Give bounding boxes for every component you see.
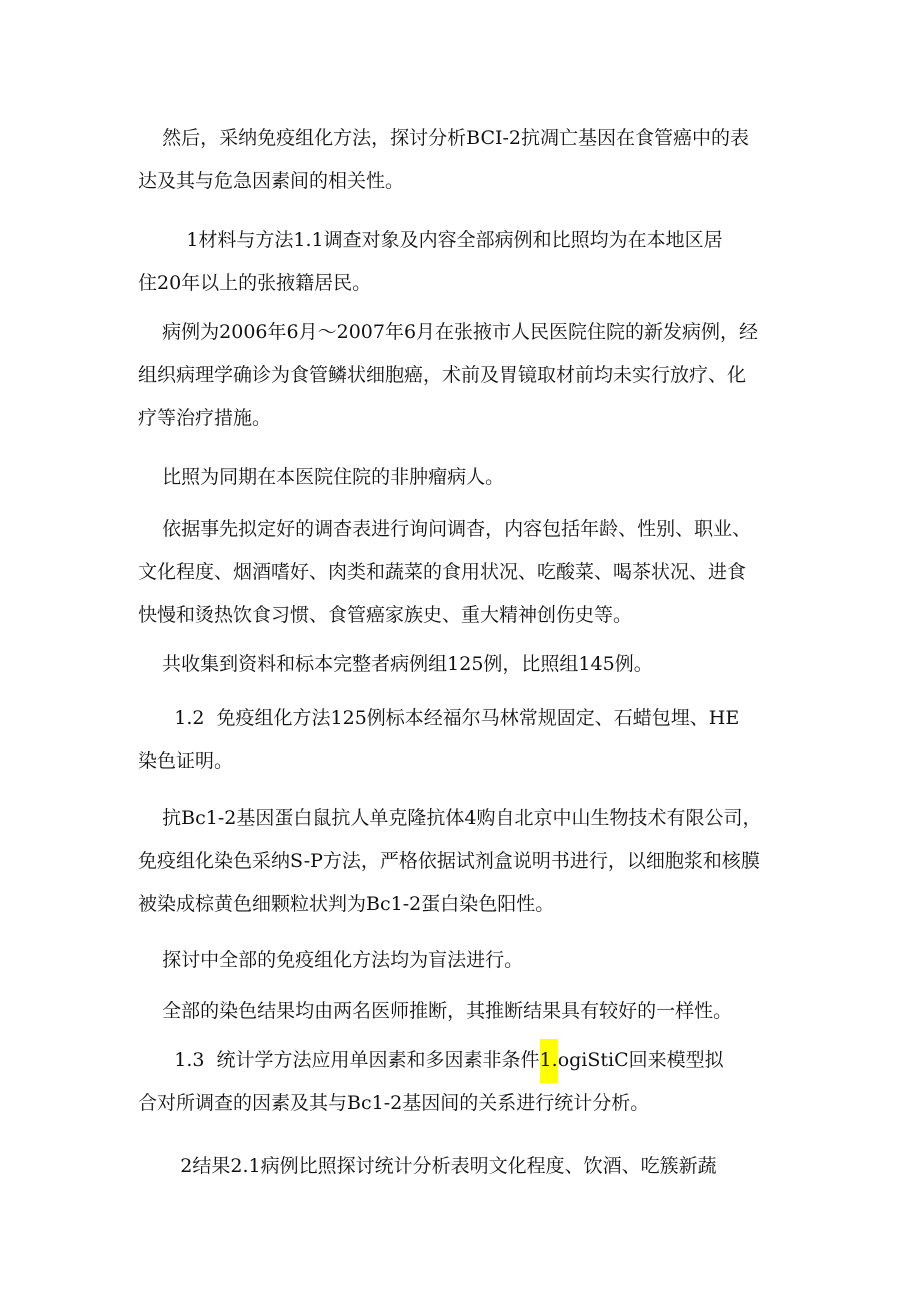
paragraph-sample-count (138, 643, 798, 686)
text-line: 然后，采纳免疫组化方法，探讨分析BCI-2抗凋亡基因在食管癌中的表 (138, 127, 750, 149)
paragraph-blind-method (138, 939, 798, 982)
paragraph-section-1-3 (138, 1039, 798, 1125)
paragraph-case-definition (138, 311, 798, 440)
paragraph-survey-content (138, 508, 798, 637)
text-line: 达及其与危急因素间的相关性。 (138, 170, 405, 192)
text-line: 病例为2006年6月～2007年6月在张掖市人民医院住院的新发病例，经 (138, 321, 759, 343)
paragraph-section-1-2 (138, 697, 798, 783)
paragraph-staining-evaluation (138, 990, 798, 1033)
paragraph-antibody-method (138, 797, 798, 926)
paragraph-section-2 (138, 1145, 798, 1188)
text-line: 抗Bc1-2基因蛋白鼠抗人单克隆抗体4购自北京中山生物技术有限公司， (138, 807, 762, 829)
highlighted-text: 1. (540, 1039, 558, 1083)
text-line: 2结果2.1病例比照探讨统计分析表明文化程度、饮酒、吃簇新蔬 (138, 1155, 717, 1177)
text-line: 探讨中全部的免疫组化方法均为盲法进行。 (138, 949, 524, 971)
text-line: 组织病理学确诊为食管鳞状细胞癌，术前及胃镜取材前均未实行放疗、化 (138, 364, 747, 386)
text-segment: ogiStiC回来模型拟 (557, 1049, 724, 1071)
text-line: 合对所调查的因素及其与Bc1-2基因间的关系进行统计分析。 (138, 1092, 650, 1114)
text-line: 住20年以上的张掖籍居民。 (138, 272, 372, 294)
text-line: 共收集到资料和标本完整者病例组125例，比照组145例。 (138, 653, 653, 675)
text-line: 文化程度、烟酒嗜好、肉类和蔬菜的食用状况、吃酸菜、喝茶状况、进食 (138, 561, 747, 583)
paragraph-section-1-1 (138, 219, 798, 305)
text-line: 染色证明。 (138, 750, 234, 772)
text-line: 比照为同期在本医院住院的非肿瘤病人。 (138, 466, 505, 488)
text-line: 全部的染色结果均由两名医师推断，其推断结果具有较好的一样性。 (138, 1000, 733, 1022)
text-line: 1.2 免疫组化方法125例标本经福尔马林常规固定、石蜡包埋、HE (138, 707, 740, 729)
paragraph-methods-intro (138, 117, 798, 203)
text-line: 疗等治疗措施。 (138, 407, 272, 429)
text-line: 被染成棕黄色细颗粒状判为Bc1-2蛋白染色阳性。 (138, 893, 555, 915)
text-segment: 1.3 统计学方法应用单因素和多因素非条件 (138, 1049, 540, 1071)
text-line (138, 1039, 798, 1082)
paragraph-control-definition (138, 456, 798, 499)
text-line: 依据事先拟定好的调杳表进行询问调杳，内容包括年龄、性别、职业、 (138, 518, 752, 540)
text-line: 1材料与方法1.1调查对象及内容全部病例和比照均为在本地区居 (138, 229, 723, 251)
text-line: 快慢和烫热饮食习惯、食管癌家族史、重大精神创伤史等。 (138, 604, 633, 626)
text-line: 免疫组化染色采纳S-P方法，严格依据试剂盒说明书进行，以细胞浆和核膜 (138, 850, 760, 872)
